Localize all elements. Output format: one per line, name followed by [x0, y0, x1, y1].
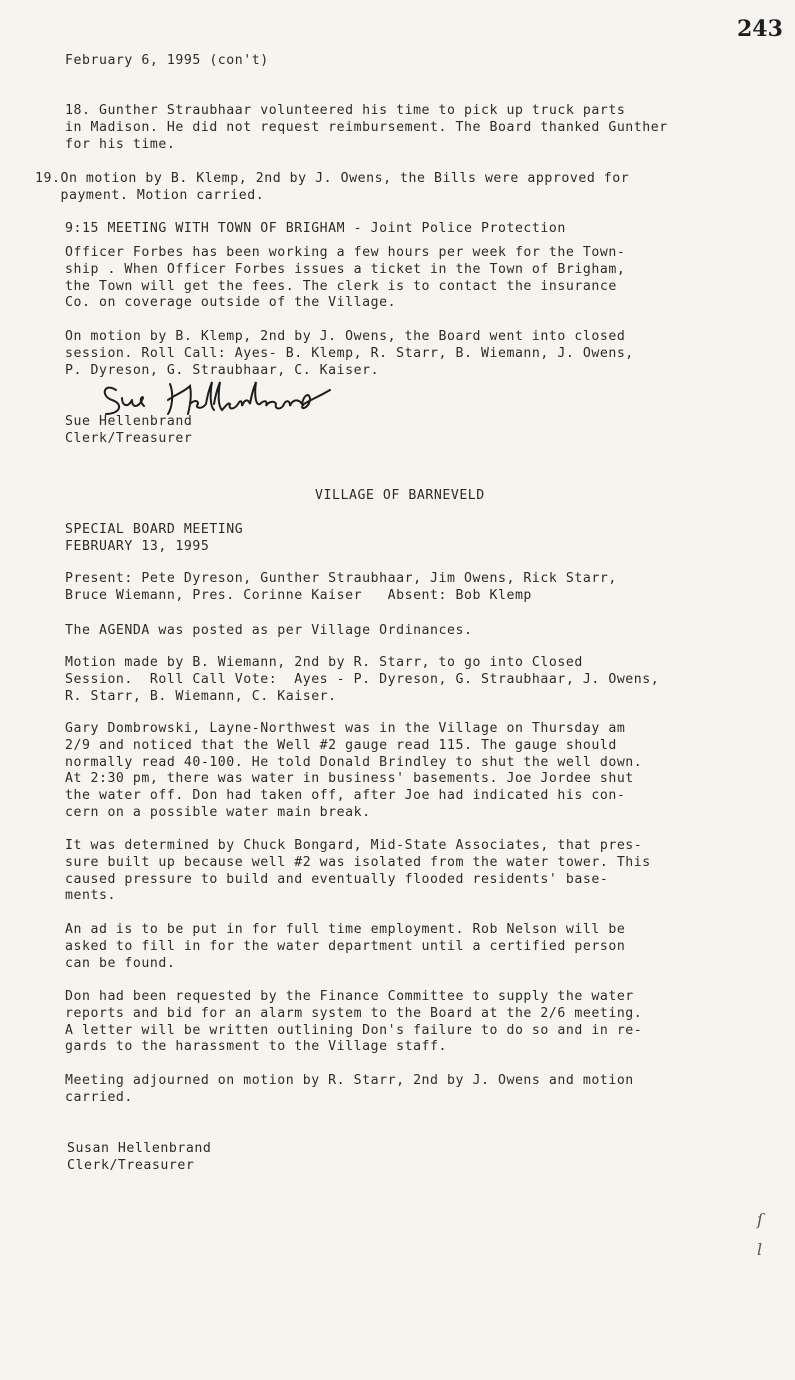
employment-ad-paragraph: An ad is to be put in for full time employment. Rob Nelson will be asked to fill in for the water department until a certified person can be found. [65, 922, 626, 971]
pressure-paragraph: It was determined by Chuck Bongard, Mid-State Associates, that pres- sure built up because well #2 was isolated from the water tower. This caused pressure to build and eventually flooded residents' base- ments. [65, 838, 651, 904]
signature-1-title: Clerk/Treasurer [65, 431, 193, 446]
item-18-paragraph: 18. Gunther Straubhaar volunteered his time to pick up truck parts in Madison. He did not request reimbursement. The Board thanked Gunther for his time. [65, 103, 668, 152]
adjournment-paragraph: Meeting adjourned on motion by R. Starr, 2nd by J. Owens and motion carried. [65, 1073, 634, 1105]
present-paragraph: Present: Pete Dyreson, Gunther Straubhaar, Jim Owens, Rick Starr, Bruce Wiemann, Pres. Corinne Kaiser Absent: Bob Klemp [65, 571, 617, 603]
header-date: February 6, 1995 (con't) [65, 53, 269, 68]
meeting-heading: 9:15 MEETING WITH TOWN OF BRIGHAM - Joint Police Protection [65, 221, 566, 236]
meeting-date: FEBRUARY 13, 1995 [65, 539, 210, 554]
finance-committee-paragraph: Don had been requested by the Finance Committee to supply the water reports and bid for an alarm system to the Board at the 2/6 meeting. A letter will be written outlining Don's failure to do so and in re- gards to the harassment to the Village staff. [65, 989, 643, 1055]
margin-mark: ſ [757, 1210, 763, 1229]
village-title: VILLAGE OF BARNEVELD [315, 488, 485, 503]
well-gauge-paragraph: Gary Dombrowski, Layne-Northwest was in the Village on Thursday am 2/9 and noticed that the Well #2 gauge read 115. The gauge should normally read 40-100. He told Donald Brindley to shut the well down. At 2:30 pm, there was water in business' basements. Joe Jordee shut the water off. Don had taken off, after Joe had indicated his con- cern on a possible water main break. [65, 721, 643, 820]
agenda-line: The AGENDA was posted as per Village Ordinances. [65, 623, 473, 638]
meeting-type: SPECIAL BOARD MEETING [65, 522, 244, 537]
item-19-paragraph: 19.On motion by B. Klemp, 2nd by J. Owens, the Bills were approved for payment. Motion carried. [35, 171, 630, 203]
margin-mark: l [757, 1240, 763, 1259]
closed-session-paragraph: On motion by B. Klemp, 2nd by J. Owens, the Board went into closed session. Roll Call: Ayes- B. Klemp, R. Starr, B. Wiemann, J. Owens, P. Dyreson, G. Straubhaar, C. Kaiser. [65, 329, 634, 378]
page-number: 243 [737, 16, 783, 42]
police-protection-paragraph: Officer Forbes has been working a few hours per week for the Town- ship . When Officer Forbes issues a ticket in the Town of Brigham, the Town will get the fees. The clerk is to contact the insurance Co. on coverage outside of the Village. [65, 245, 626, 311]
closed-session-motion-paragraph: Motion made by B. Wiemann, 2nd by R. Starr, to go into Closed Session. Roll Call Vote: Ayes - P. Dyreson, G. Straubhaar, J. Owens, R. Starr, B. Wiemann, C. Kaiser. [65, 655, 660, 704]
signature-2-title: Clerk/Treasurer [67, 1158, 195, 1173]
signature-2-name: Susan Hellenbrand [67, 1141, 212, 1156]
signature-1-name: Sue Hellenbrand [65, 414, 193, 429]
